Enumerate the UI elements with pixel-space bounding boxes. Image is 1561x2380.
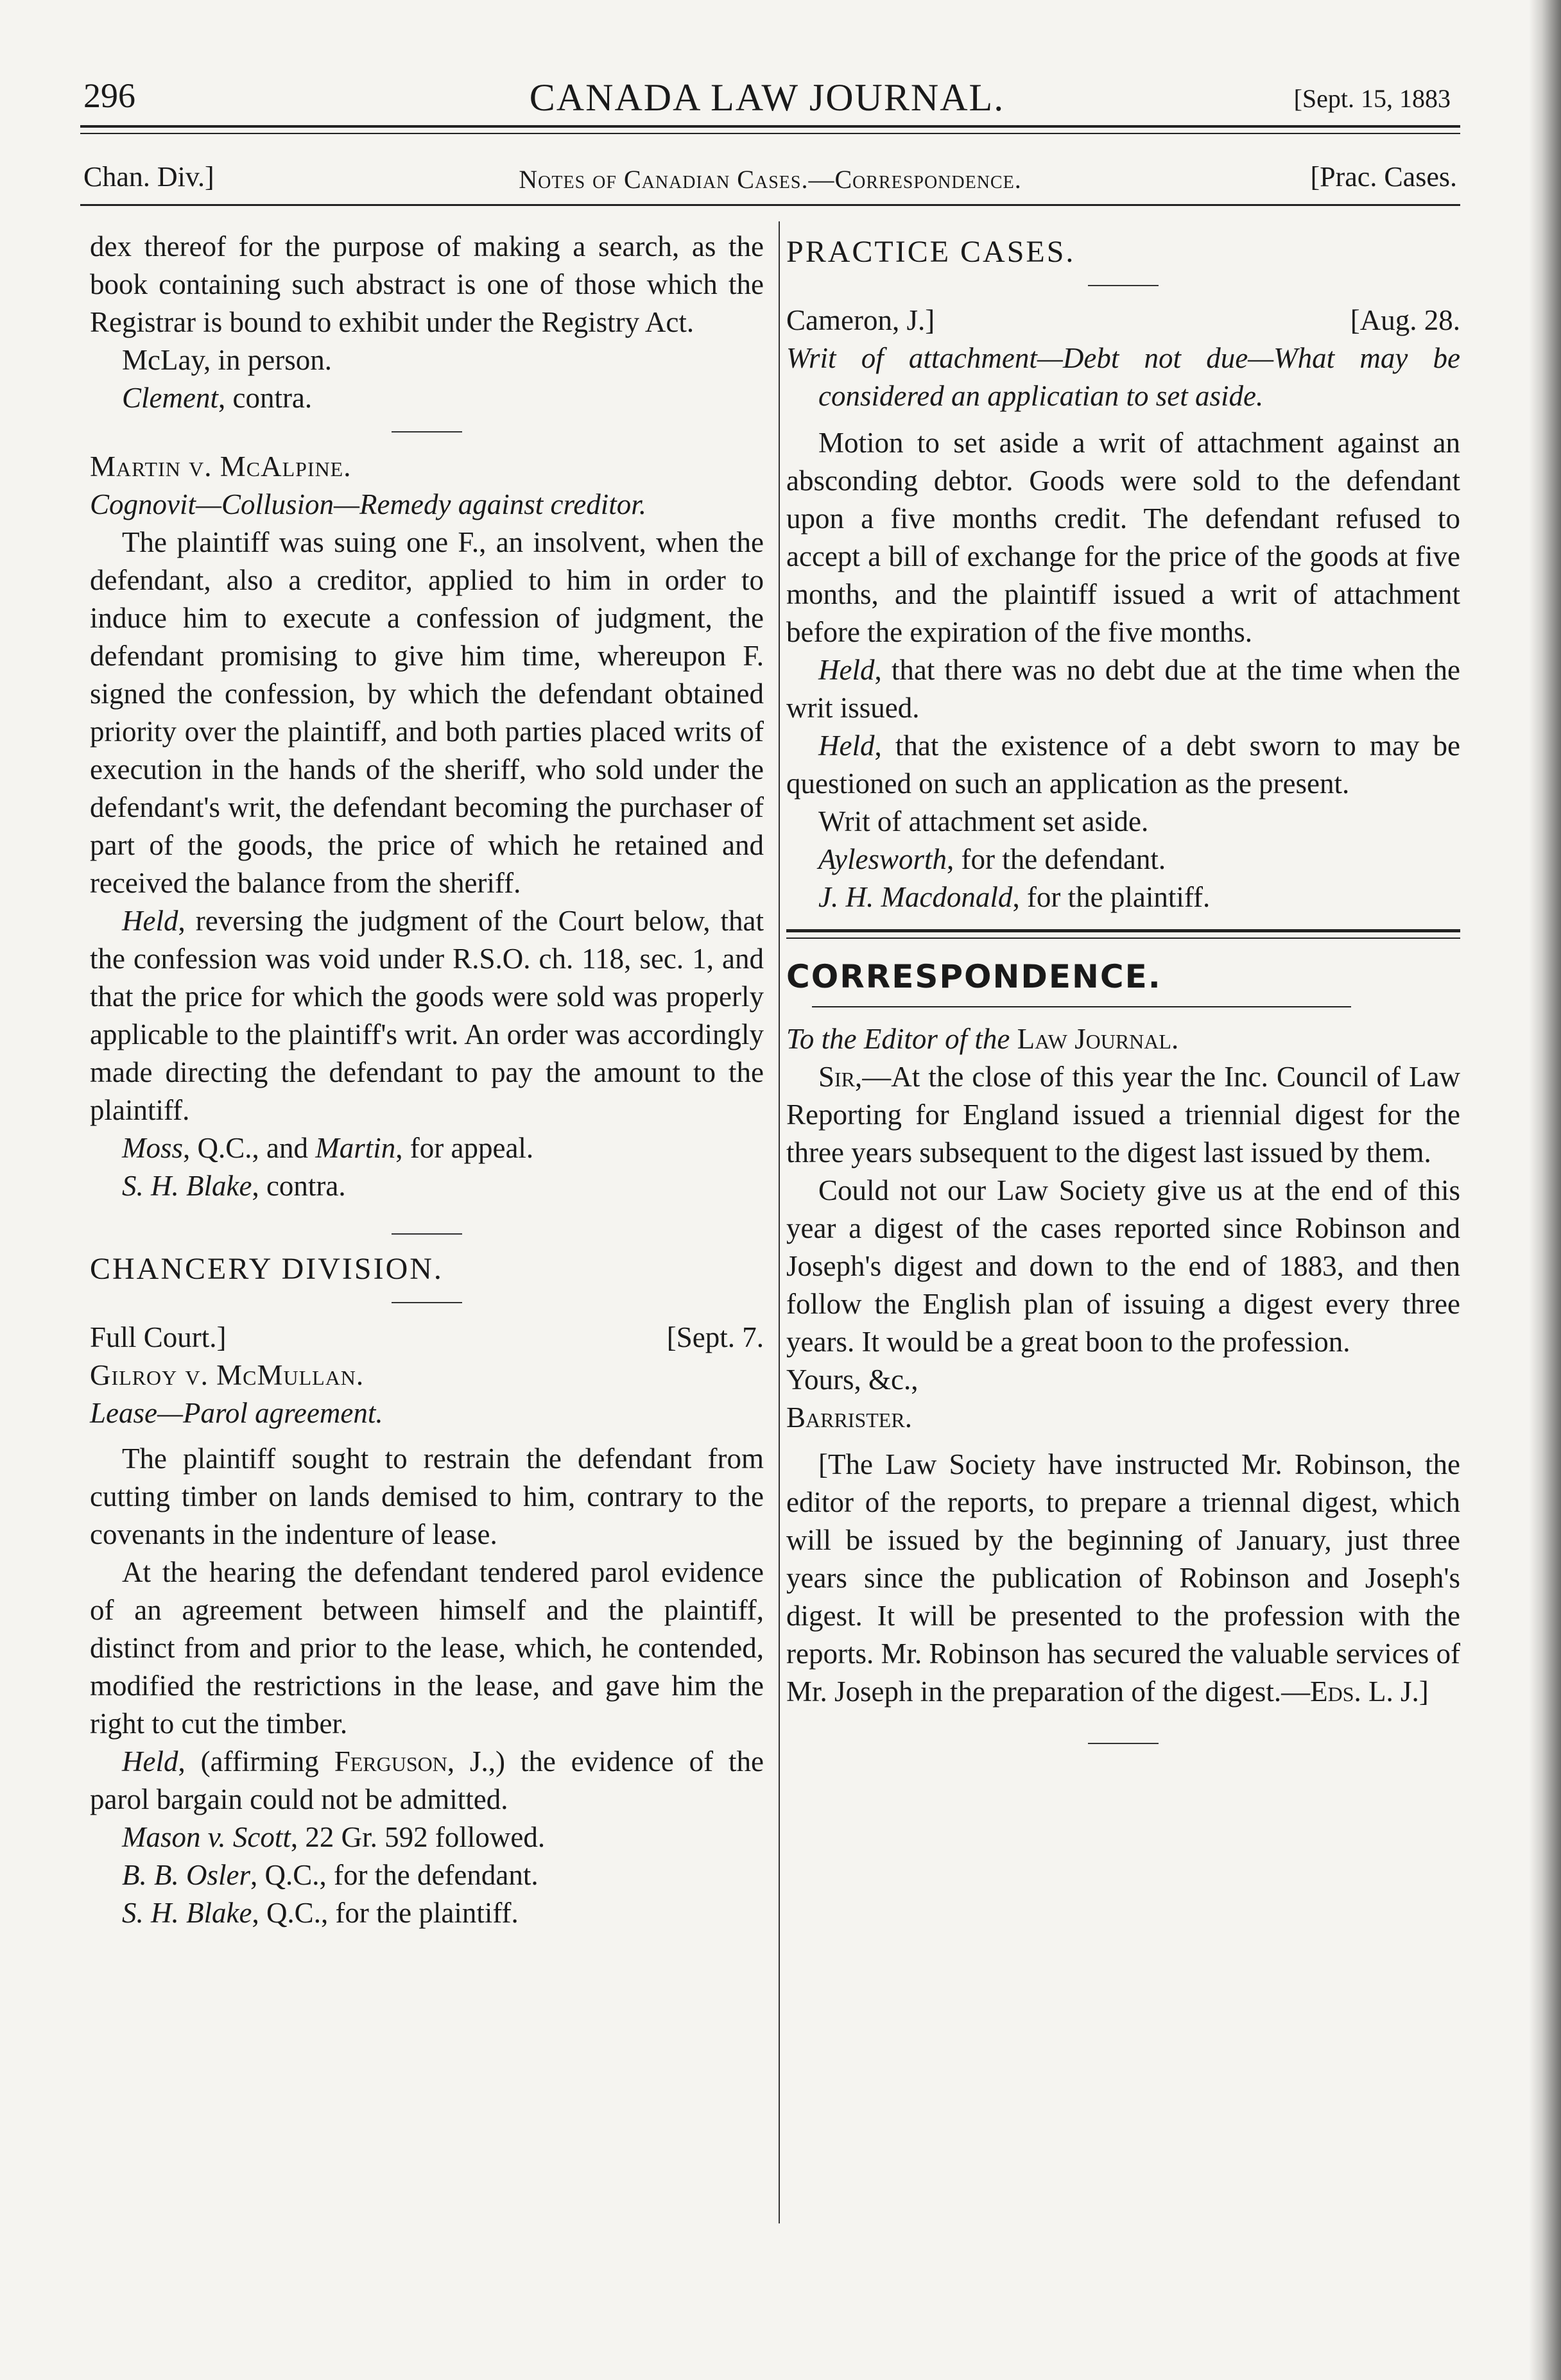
intro-counsel-2: [90, 379, 764, 417]
counsel-name: S. H. Blake: [122, 1897, 252, 1929]
editor-signature: Eds. L. J.]: [1310, 1675, 1429, 1708]
separator-rule: [392, 1233, 462, 1235]
judge-label: Cameron, J.]: [786, 304, 935, 336]
letter-para-1: [786, 1058, 1460, 1172]
case-held: [90, 1743, 764, 1819]
counsel-name: Moss: [122, 1132, 184, 1164]
intro-counsel-1: McLay, in person.: [122, 344, 332, 376]
held-text: , that the existence of a debt sworn to may be questioned on such an application as the present.: [786, 730, 1460, 800]
counsel-joiner: , Q.C., and: [183, 1132, 316, 1164]
case-counsel-b: [786, 878, 1460, 916]
held-word: Held: [818, 654, 875, 686]
case-date: [Aug. 28.: [1350, 304, 1460, 336]
section-subhead: [83, 154, 1457, 199]
running-head: [83, 71, 1451, 122]
counsel-name: J. H. Macdonald: [818, 881, 1013, 913]
case-held-2: [786, 727, 1460, 803]
right-column: [786, 228, 1460, 1759]
letter-signoff: Yours, &c.,: [786, 1364, 918, 1396]
counsel-role: , for appeal.: [395, 1132, 534, 1164]
counsel-role: , Q.C., for the defendant.: [250, 1859, 539, 1891]
salutation-italic: To the Editor of the: [786, 1023, 1010, 1055]
editor-note-text: [The Law Society have instructed Mr. Robinson, the editor of the reports, to prepare a triennal digest, which will be issued by the beginning of January, just three years since the publication of Robinson and Joseph's digest. It will be presented to the profession with the reports. Mr. Robinson has secured the valuable services of Mr. Joseph in the preparation of the digest.—: [786, 1448, 1460, 1708]
page-number: 296: [83, 76, 135, 115]
case-title-martin: Martin v. McAlpine.: [90, 450, 352, 483]
counsel-name: S. H. Blake: [122, 1170, 252, 1202]
letter-para-2: Could not our Law Society give us at the end of this year a digest of the cases reported since Robinson and Joseph's digest and down to the end of 1883, and then follow the English plan of issuing a digest every three years. It would be a great boon to the profession.: [786, 1174, 1460, 1358]
separator-rule: [812, 1006, 1351, 1007]
section-title-practice: PRACTICE CASES.: [786, 235, 1076, 269]
case-held: [90, 902, 764, 1129]
case-counsel-b: [90, 1894, 764, 1932]
header-double-rule: [80, 125, 1460, 134]
subhead-rule: [80, 204, 1460, 206]
judge-name: Ferguson: [334, 1745, 447, 1777]
case-court-line: [90, 1319, 764, 1357]
separator-rule: [392, 1302, 462, 1303]
counsel-name: Aylesworth: [818, 843, 947, 875]
case-counsel-a: [90, 1129, 764, 1167]
separator-rule: [1088, 1743, 1159, 1744]
case-title-gilroy: Gilroy v. McMullan.: [90, 1359, 365, 1391]
case-headnote: Lease—Parol agreement.: [90, 1397, 383, 1429]
case-facts: Motion to set aside a writ of attachment against an absconding debtor. Goods were sold to the defendant upon a five months credit. The defendant refused to accept a bill of exchange for the price of the goods at five months, and the plaintiff issued a writ of attachment before the expiration of the five months.: [786, 427, 1460, 648]
case-facts: The plaintiff was suing one F., an insolvent, when the defendant, also a creditor, applied to him in order to induce him to execute a confession of judgment, the defendant promising to give him time, whereupon F. signed the confession, by which the defendant obtained priority over the plaintiff, and both parties placed writs of execution in the hands of the sheriff, who sold under the defendant's writ, the defendant becoming the purchaser of part of the goods, the price of which he retained and received the balance from the sheriff.: [90, 526, 764, 899]
counsel-name: B. B. Osler: [122, 1859, 250, 1891]
intro-paragraph: dex thereof for the purpose of making a search, as the book containing such abstract is one of those which the Registrar is bound to exhibit under the Registry Act.: [90, 230, 764, 338]
counsel-role: , contra.: [252, 1170, 346, 1202]
case-counsel-a: [90, 1856, 764, 1894]
journal-title: CANADA LAW JOURNAL.: [529, 76, 1005, 119]
correspondence-title: CORRESPONDENCE.: [786, 958, 1162, 995]
held-text: , reversing the judgment of the Court below, that the confession was void under R.S.O. ch. 118, sec. 1, and that the price for which the goods were sold was properly applicable to the plaintiff's writ. An order was accordingly made directing the defendant to pay the amount to the plaintiff.: [90, 905, 764, 1126]
editor-note: [786, 1446, 1460, 1711]
salutation-journal: Law Journal.: [1017, 1023, 1179, 1055]
counsel-name: Martin: [315, 1132, 396, 1164]
held-word: Held: [818, 730, 875, 762]
letter-signature: Barrister.: [786, 1401, 912, 1434]
left-column: [90, 228, 764, 1932]
column-divider: [779, 221, 780, 2223]
counsel-role: , for the defendant.: [947, 843, 1166, 875]
separator-rule: [392, 431, 462, 432]
held-text: , (affirming: [178, 1745, 334, 1777]
counsel-role: , contra.: [218, 382, 313, 414]
separator-rule: [1088, 285, 1159, 286]
case-headnote: Writ of attachment—Debt not due—What may be considered an applicatian to set aside.: [786, 342, 1460, 412]
counsel-name: Clement: [122, 382, 218, 414]
issue-date: [Sept. 15, 1883: [1293, 84, 1451, 113]
letter-lead: Sir: [818, 1061, 856, 1093]
section-double-rule: [786, 929, 1460, 939]
case-judge-line: [786, 302, 1460, 339]
case-followed: [90, 1819, 764, 1856]
held-word: Held: [122, 905, 178, 937]
case-held-1: [786, 651, 1460, 727]
cited-case: Mason v. Scott: [122, 1821, 291, 1853]
case-counsel-b: [90, 1167, 764, 1205]
letter-salutation: [786, 1020, 1460, 1058]
letter-text: ,—At the close of this year the Inc. Council of Law Reporting for England issued a triennial digest for the three years subsequent to the digest last issued by them.: [786, 1061, 1460, 1169]
case-para-1: The plaintiff sought to restrain the defendant from cutting timber on lands demised to him, contrary to the covenants in the indenture of lease.: [90, 1443, 764, 1550]
counsel-role: , Q.C., for the plaintiff.: [252, 1897, 519, 1929]
court-label: Full Court.]: [90, 1321, 227, 1353]
case-para-2: At the hearing the defendant tendered parol evidence of an agreement between himself and the plaintiff, distinct from and prior to the lease, which, he contended, modified the restrictions in the lease, and gave him the right to cut the timber.: [90, 1556, 764, 1740]
counsel-role: , for the plaintiff.: [1012, 881, 1211, 913]
held-text: , J.,) the evidence of the parol bargain could not be admitted.: [90, 1745, 764, 1815]
subhead-right: [Prac. Cases.: [1310, 161, 1457, 193]
scan-shadow-edge: [1529, 0, 1561, 2380]
case-result: Writ of attachment set aside.: [818, 805, 1149, 837]
case-counsel-a: [786, 841, 1460, 878]
case-date: [Sept. 7.: [666, 1321, 764, 1353]
section-title-chancery: CHANCERY DIVISION.: [90, 1252, 444, 1286]
held-word: Held: [122, 1745, 178, 1777]
subhead-center: Notes of Canadian Cases.—Correspondence.: [519, 165, 1022, 194]
held-text: , that there was no debt due at the time when the writ issued.: [786, 654, 1460, 724]
case-headnote: Cognovit—Collusion—Remedy against creditor.: [90, 488, 647, 520]
subhead-left: Chan. Div.]: [83, 161, 214, 193]
citation-text: , 22 Gr. 592 followed.: [290, 1821, 546, 1853]
